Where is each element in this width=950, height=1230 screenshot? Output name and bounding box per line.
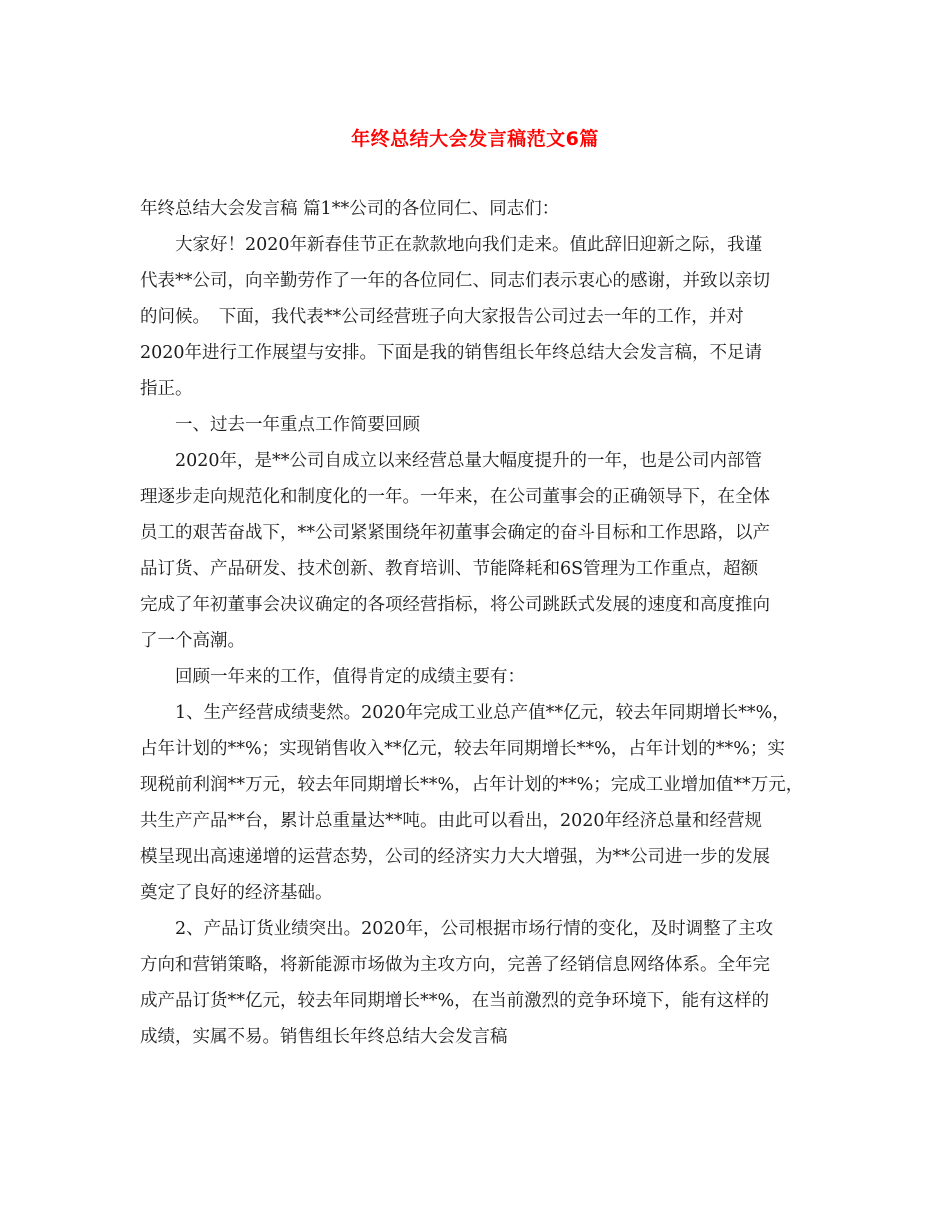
body-line: 代表**公司，向辛勤劳作了一年的各位同仁、同志们表示衷心的感谢，并致以亲切 bbox=[140, 271, 770, 291]
body-line: 了一个高潮。 bbox=[140, 631, 245, 651]
body-line: 2020年，是**公司自成立以来经营总量大幅度提升的一年，也是公司内部管 bbox=[175, 451, 763, 471]
body-line: 2020年进行工作展望与安排。下面是我的销售组长年终总结大会发言稿，不足请 bbox=[140, 343, 763, 363]
body-line: 理逐步走向规范化和制度化的一年。一年来，在公司董事会的正确领导下，在全体 bbox=[140, 487, 770, 507]
body-line: 共生产产品**台，累计总重量达**吨。由此可以看出，2020年经济总量和经营规 bbox=[140, 811, 763, 831]
body-line: 占年计划的**%；实现销售收入**亿元，较去年同期增长**%，占年计划的**%；实 bbox=[140, 739, 785, 759]
body-line: 1、生产经营成绩斐然。2020年完成工业总产值**亿元，较去年同期增长**%， bbox=[175, 703, 790, 723]
body-line: 完成了年初董事会决议确定的各项经营指标，将公司跳跃式发展的速度和高度推向 bbox=[140, 595, 770, 615]
body-line: 成绩，实属不易。销售组长年终总结大会发言稿 bbox=[140, 1027, 508, 1047]
body-line: 回顾一年来的工作，值得肯定的成绩主要有： bbox=[175, 667, 525, 687]
body-line: 方向和营销策略，将新能源市场做为主攻方向，完善了经销信息网络体系。全年完 bbox=[140, 955, 770, 975]
document-title: 年终总结大会发言稿范文6篇 bbox=[351, 128, 599, 150]
section-heading: 一、过去一年重点工作简要回顾 bbox=[175, 415, 420, 435]
body-line: 现税前利润**万元，较去年同期增长**%，占年计划的**%；完成工业增加值**万元， bbox=[140, 775, 804, 795]
body-line: 大家好！2020年新春佳节正在款款地向我们走来。值此辞旧迎新之际，我谨 bbox=[175, 235, 763, 255]
body-line: 员工的艰苦奋战下，**公司紧紧围绕年初董事会确定的奋斗目标和工作思路，以产 bbox=[140, 523, 770, 543]
body-line: 的问候。 下面，我代表**公司经营班子向大家报告公司过去一年的工作，并对 bbox=[140, 307, 744, 327]
body-line: 模呈现出高速递增的运营态势，公司的经济实力大大增强，为**公司进一步的发展 bbox=[140, 847, 770, 867]
body-line: 品订货、产品研发、技术创新、教育培训、节能降耗和6S管理为工作重点，超额 bbox=[140, 559, 759, 579]
body-line: 指正。 bbox=[140, 379, 193, 399]
body-line: 2、产品订货业绩突出。2020年，公司根据市场行情的变化，及时调整了主攻 bbox=[175, 919, 774, 939]
body-line: 年终总结大会发言稿 篇1**公司的各位同仁、同志们： bbox=[140, 199, 560, 219]
body-line: 奠定了良好的经济基础。 bbox=[140, 883, 333, 903]
body-line: 成产品订货**亿元，较去年同期增长**%，在当前激烈的竞争环境下，能有这样的 bbox=[140, 991, 770, 1011]
